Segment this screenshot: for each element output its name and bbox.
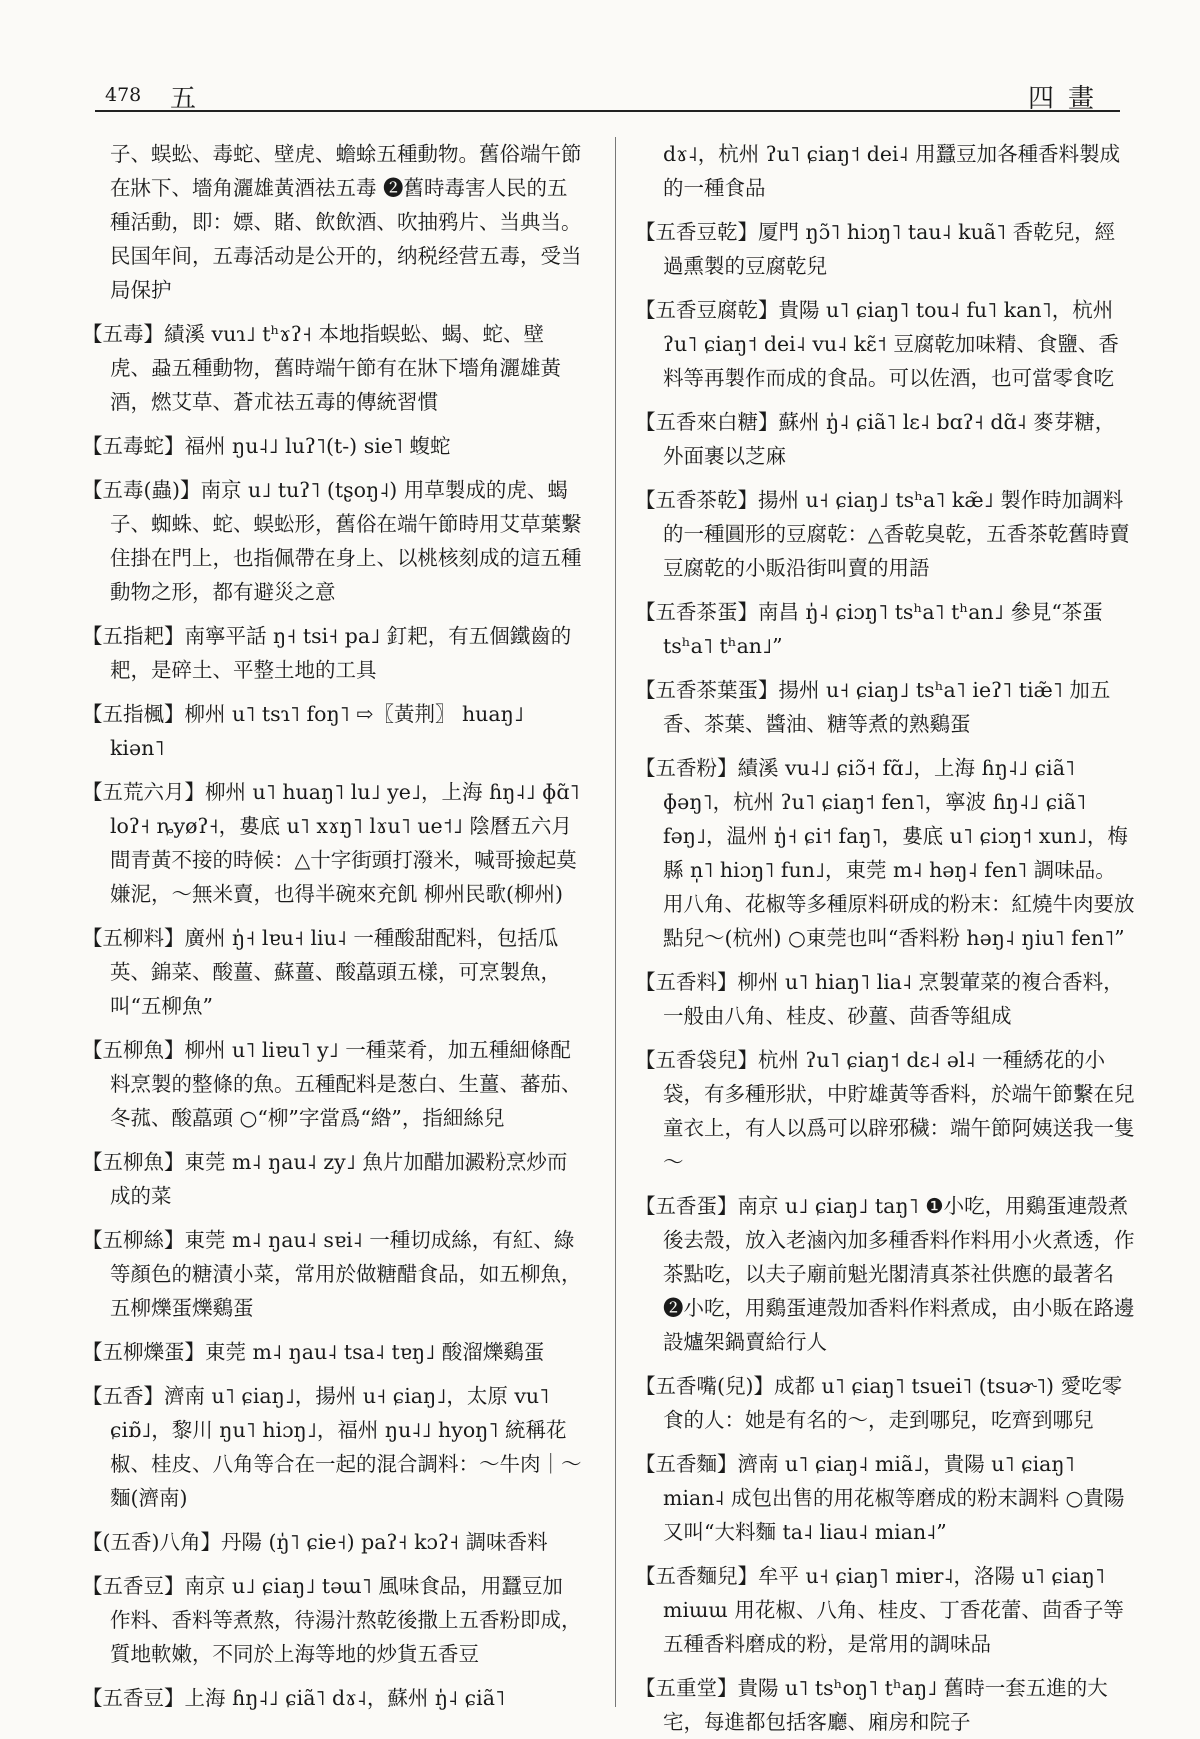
- dictionary-entry: 子、蜈蚣、毒蛇、壁虎、蟾蜍五種動物。舊俗端午節在牀下、墻角灑雄黃酒祛五毒 ❷舊時毒害人民的五種活動，即：嫖、賭、飲飲酒、吹抽鸦片、当典当。民国年间，五毒活动是公开的，纳税经营五毒，受当局保护: [110, 142, 582, 302]
- dictionary-entry: 【五香豆腐乾】貴陽 u˥ ɕiaŋ˥ tou˨ fu˥ kan˥，杭州 ʔu˥ ɕiaŋ˦ dei˨ vu˨ kɛ̃˦ 豆腐乾加味精、食鹽、香料等再製作而成的食品。可以佐酒，也可當零食吃: [635, 298, 1119, 390]
- dictionary-entry: 【五香茶蛋】南昌 ŋ̍˨ ɕiɔŋ˥ tsʰa˥ tʰan˩ 參見“茶蛋 tsʰa˥ tʰan˩”: [635, 600, 1103, 658]
- dictionary-entry: 【五香麵兒】牟平 u˧ ɕiaŋ˥ miɐr˨，洛陽 u˥ ɕiaŋ˥ miɯɯ 用花椒、八角、桂皮、丁香花蕾、茴香子等五種香料磨成的粉，是常用的調味品: [635, 1564, 1124, 1656]
- dictionary-entry: 【五柳爍蛋】東莞 m˨ ŋau˨ tsa˨ tɐŋ˩ 酸溜爍鷄蛋: [82, 1340, 545, 1364]
- left-column: [82, 137, 582, 1710]
- dictionary-entry: 【五香茶乾】揚州 u˧ ɕiaŋ˩ tsʰa˥ kæ̃˩ 製作時加調料的一種圓形的豆腐乾：△香乾臭乾，五香茶乾舊時賣豆腐乾的小販沿街叫賣的用語: [635, 488, 1130, 580]
- dictionary-entry: 【五荒六月】柳州 u˥ huaŋ˥ lu˩ ye˩，上海 ɦŋ˨˩ ɸɑ̃˥ loʔ˧ ȵyøʔ˧，婁底 u˥ xɤŋ˥ lɤu˥ ue˦˩ 陰曆五六月間青黃不接的時候：△十字街頭打潑米，喊哥撿起莫嫌泥，～無米賣，也得半碗來充飢 柳州民歌(柳州): [82, 780, 580, 906]
- dictionary-entry: dɤ˨，杭州 ʔu˥ ɕiaŋ˦ dei˨ 用蠶豆加各種香料製成的一種食品: [663, 142, 1121, 200]
- dictionary-entry: 【五毒(蟲)】南京 u˩ tuʔ˥ (tʂoŋ˨) 用草製成的虎、蝎子、蜘蛛、蛇、蜈蚣形，舊俗在端午節時用艾草葉繫住掛在門上，也指佩帶在身上、以桃核刻成的這五種動物之形，都有避災之意: [82, 478, 582, 604]
- right-column: [635, 137, 1135, 1734]
- dictionary-entry: 【五香粉】績溪 vu˨˩ ɕiɔ̃˧ fɑ̃˩，上海 ɦŋ˨˩ ɕiã˥ ɸəŋ˥，杭州 ʔu˥ ɕiaŋ˦ fen˥，寧波 ɦŋ˨˩ ɕiã˥ fəŋ˩，温州 ŋ̍˧ ɕi˦ faŋ˥，婁底 u˥ ɕiɔŋ˦ xun˩，梅縣 n̩˥ hiɔŋ˥ fun˩，東莞 m˨ həŋ˨ fen˥ 調味品。用八角、花椒等多種原料研成的粉末：紅燒牛肉要放點兒～(杭州) ○東莞也叫“香料粉 həŋ˨ ŋiu˥ fen˥”: [635, 756, 1135, 950]
- page-number: 478: [105, 84, 142, 106]
- dictionary-entry: 【五毒蛇】福州 ŋu˨˩ luʔ˥(t-) sie˥ 蝮蛇: [82, 434, 451, 458]
- dictionary-entry: 【五香袋兒】杭州 ʔu˥ ɕiaŋ˦ dɛ˨ əl˨ 一種綉花的小袋，有多種形狀，中貯雄黃等香料，於端午節繫在兒童衣上，有人以爲可以辟邪穢：端午節阿姨送我一隻～: [635, 1048, 1135, 1174]
- dictionary-entry: 【五香蛋】南京 u˩ ɕiaŋ˩ taŋ˥ ❶小吃，用鷄蛋連殼煮後去殼，放入老滷內加多種香料作料用小火煮透，作茶點吃，以夫子廟前魁光閣清真茶社供應的最著名 ❷小吃，用鷄蛋連殼加香料作料煮成，由小販在路邊設爐架鍋賣給行人: [635, 1194, 1135, 1354]
- dictionary-entry: 【五柳絲】東莞 m˨ ŋau˨ sɐi˨ 一種切成絲，有紅、綠等顏色的糖漬小菜，常用於做糖醋食品，如五柳魚，五柳爍蛋爍鷄蛋: [82, 1228, 582, 1320]
- dictionary-entry: 【(五香)八角】丹陽 (ŋ̍˥ ɕie˧) paʔ˧ kɔʔ˧ 調味香料: [82, 1530, 548, 1554]
- dictionary-entry: 【五香豆】南京 u˩ ɕiaŋ˩ təɯ˥ 風味食品，用蠶豆加作料、香料等煮熬，待湯汁熬乾後撒上五香粉即成，質地軟嫩，不同於上海等地的炒貨五香豆: [82, 1574, 582, 1666]
- section-title: 四畫: [1027, 84, 1108, 114]
- column-divider: [615, 137, 616, 1707]
- dictionary-entry: 【五重堂】貴陽 u˥ tsʰoŋ˥ tʰaŋ˩ 舊時一套五進的大宅，每進都包括客廳、廂房和院子: [635, 1676, 1108, 1734]
- page-head-character: 五: [170, 84, 197, 114]
- dictionary-entry: 【五香來白糖】蘇州 ŋ̍˨ ɕiã˥ lɛ˨ bɑʔ˧ dɑ̃˨ 麥芽糖，外面裹以芝麻: [635, 410, 1116, 468]
- dictionary-entry: 【五香嘴(兒)】成都 u˥ ɕiaŋ˥ tsuei˥ (tsuɚ˥) 愛吃零食的人：她是有名的～，走到哪兒，吃齊到哪兒: [635, 1374, 1123, 1432]
- dictionary-entry: 【五香豆】上海 ɦŋ˨˩ ɕiã˥ dɤ˨，蘇州 ŋ̍˨ ɕiã˥: [82, 1686, 506, 1710]
- dictionary-entry: 【五香茶葉蛋】揚州 u˧ ɕiaŋ˩ tsʰa˥ ieʔ˥ tiæ̃˥ 加五香、茶葉、醬油、糖等煮的熟鷄蛋: [635, 678, 1111, 736]
- dictionary-entry: 【五毒】績溪 vuɿ˩ tʰɤʔ˧ 本地指蜈蚣、蝎、蛇、壁虎、蝨五種動物，舊時端午節有在牀下墻角灑雄黃酒，燃艾草、蒼朮祛五毒的傳統習慣: [82, 322, 561, 414]
- dictionary-entry: 【五指耙】南寧平話 ŋ˧ tsi˧ pa˩ 釘耙，有五個鐵齒的耙，是碎土、平整土地的工具: [82, 624, 572, 682]
- dictionary-entry: 【五香豆乾】厦門 ŋɔ̃˥ hiɔŋ˥ tau˨ kuã˥ 香乾兒，經過熏製的豆腐乾兒: [635, 220, 1116, 278]
- dictionary-entry: 【五香麵】濟南 u˥ ɕiaŋ˨ miã˩，貴陽 u˥ ɕiaŋ˥ mian˨ 成包出售的用花椒等磨成的粉末調料 ○貴陽又叫“大料麵 ta˨ liau˨ mian˨”: [635, 1452, 1125, 1544]
- dictionary-entry: 【五指楓】柳州 u˥ tsɿ˥ foŋ˥ ⇨〖黃荆〗 huaŋ˩ kiən˥: [82, 702, 524, 760]
- dictionary-entry: 【五柳料】廣州 ŋ̍˧ lɐu˧ liu˨ 一種酸甜配料，包括瓜英、錦菜、酸薑、蘇薑、酸藠頭五樣，可烹製魚，叫“五柳魚”: [82, 926, 561, 1018]
- dictionary-entry: 【五香】濟南 u˥ ɕiaŋ˩，揚州 u˧ ɕiaŋ˩，太原 vu˥ ɕiɒ̃˩，黎川 ŋu˥ hiɔŋ˩，福州 ŋu˨˩ hyoŋ˥ 統稱花椒、桂皮、八角等合在一起的混合調料：～牛肉｜～麵(濟南): [82, 1384, 582, 1510]
- dictionary-entry: 【五柳魚】柳州 u˥ liɐu˥ y˩ 一種菜肴，加五種細條配料烹製的整條的魚。五種配料是葱白、生薑、蕃茄、冬菰、酸藠頭 ○“柳”字當爲“綹”，指細絲兒: [82, 1038, 582, 1130]
- page-header: [95, 70, 1120, 112]
- dictionary-entry: 【五香料】柳州 u˥ hiaŋ˥ lia˨ 烹製葷菜的複合香料，一般由八角、桂皮、砂薑、茴香等組成: [635, 970, 1124, 1028]
- dictionary-entry: 【五柳魚】東莞 m˨ ŋau˨ zy˩ 魚片加醋加澱粉烹炒而成的菜: [82, 1150, 568, 1208]
